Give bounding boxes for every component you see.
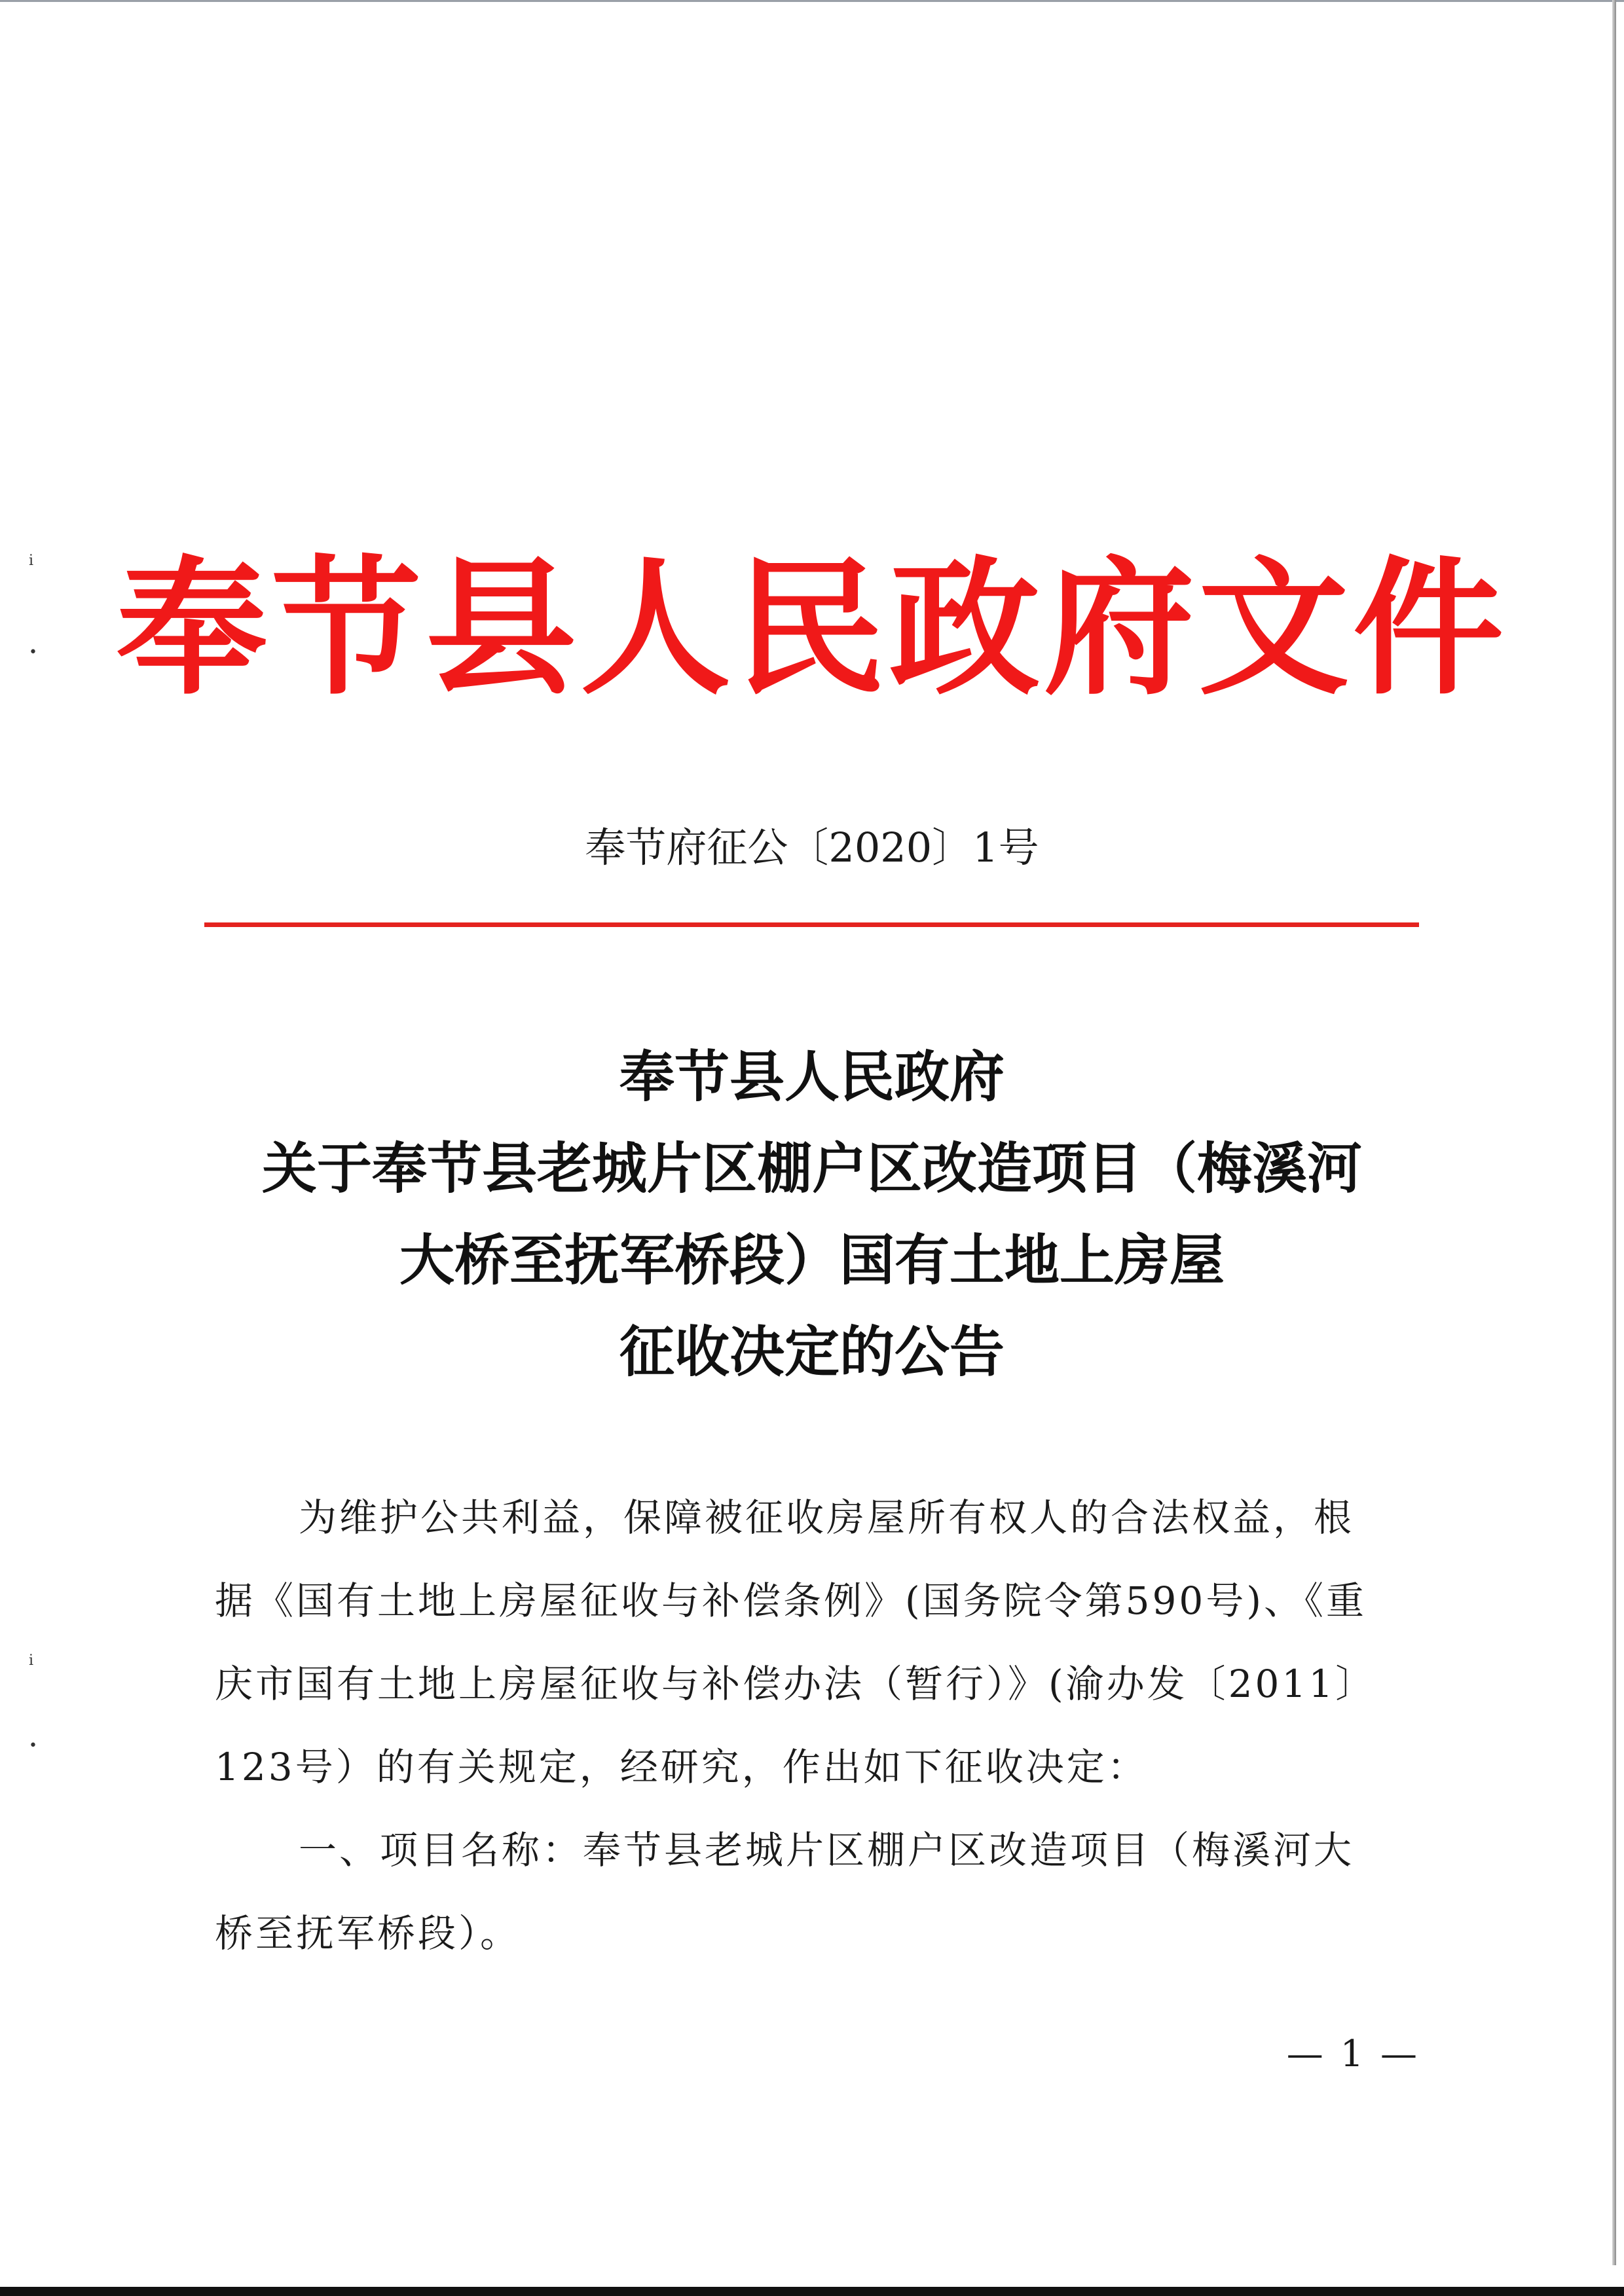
binding-mark: ⅰ: [29, 553, 34, 569]
red-separator-rule: [204, 922, 1419, 927]
body-line: 庆市国有土地上房屋征收与补偿办法（暂行）》(渝办发〔2011〕: [215, 1662, 1376, 1706]
issuer-title: 奉节县人民政府文件: [116, 541, 1507, 716]
binding-mark: •: [29, 1738, 37, 1754]
body-line: 据《国有土地上房屋征收与补偿条例》(国务院令第590号)、《重: [215, 1578, 1367, 1623]
body-line: 桥至抚军桥段）。: [215, 1911, 521, 1956]
heading-line: 大桥至抚军桥段）国有土地上房屋: [399, 1228, 1225, 1292]
heading-line: 奉节县人民政府: [619, 1044, 1005, 1109]
body-text: [215, 1476, 1420, 1975]
binding-mark: ⅰ: [29, 1652, 34, 1669]
document-number: 奉节府征公〔2020〕1号: [585, 824, 1039, 871]
announcement-heading: [0, 1031, 1624, 1398]
scan-edge-bottom: [0, 2287, 1624, 2296]
heading-line: 征收决定的公告: [619, 1319, 1005, 1384]
scan-edge-top: [0, 0, 1624, 2]
binding-mark: •: [29, 644, 37, 661]
body-line: 一、项目名称：奉节县老城片区棚户区改造项目（梅溪河大: [299, 1828, 1355, 1872]
body-line: 为维护公共利益，保障被征收房屋所有权人的合法权益，根: [299, 1495, 1355, 1540]
page-number: — 1 —: [1286, 2033, 1420, 2075]
heading-line: 关于奉节县老城片区棚户区改造项目（梅溪河: [261, 1136, 1362, 1201]
body-line: 123号）的有关规定，经研究，作出如下征收决定：: [215, 1745, 1148, 1789]
